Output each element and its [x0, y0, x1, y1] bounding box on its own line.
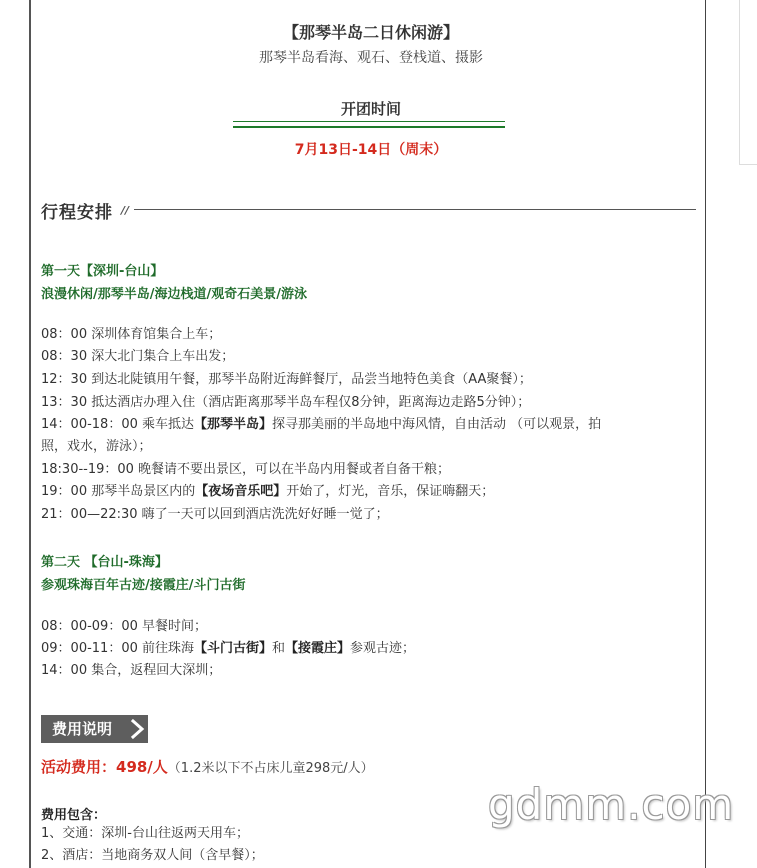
- itinerary-divider: [134, 209, 696, 210]
- day1-item-text: 19：00 那琴半岛景区内的: [41, 484, 196, 499]
- day1-item-text: 14：00-18：00 乘车抵达: [41, 417, 194, 432]
- highlight-jiexia-village: 【接霞庄】: [285, 641, 351, 656]
- sidebar-edge: [739, 0, 740, 165]
- site-watermark: gdmm.com: [488, 780, 735, 829]
- day1-item-text: 开始了，灯光，音乐，保证嗨翻天；: [286, 484, 495, 499]
- right-border: [705, 0, 706, 868]
- itinerary-slash-mark: //: [121, 204, 130, 217]
- day1-item: [41, 414, 691, 436]
- page-title: 【那琴半岛二日休闲游】: [282, 23, 459, 42]
- left-border: [29, 0, 31, 868]
- fee-note: （1.2米以下不占床儿童298元/人）: [167, 761, 374, 776]
- schedule-date: 7月13日-14日（周末）: [294, 142, 448, 158]
- day2-subtitle: 参观珠海百年古迹/接霞庄/斗门古街: [41, 578, 246, 593]
- day1-item: 21：00—22:30 嗨了一天可以回到酒店洗洗好好睡一觉了；: [41, 507, 389, 522]
- highlight-nagqin-peninsula: 【那琴半岛】: [194, 417, 273, 432]
- day2-item-text: 09：00-11：00 前往珠海: [41, 641, 194, 656]
- day1-item: 13：30 抵达酒店办理入住（酒店距离那琴半岛车程仅8分钟，距离海边走路5分钟）；: [41, 395, 531, 410]
- day1-item: 08：00 深圳体育馆集合上车；: [41, 327, 222, 342]
- includes-item: 1、交通：深圳-台山往返两天用车；: [41, 826, 249, 841]
- day2-item-text: 参观古迹；: [350, 641, 416, 656]
- fee-line: [41, 756, 374, 777]
- day1-item-text: 探寻那美丽的半岛地中海风情，自由活动 （可以观景，拍: [272, 417, 602, 432]
- day1-item: 08：30 深大北门集合上车出发；: [41, 349, 235, 364]
- sidebar-edge-bottom: [739, 164, 757, 165]
- day2-item-text: 和: [272, 641, 286, 656]
- includes-heading: 费用包含：: [41, 808, 107, 823]
- day1-item: 12：30 到达北陡镇用午餐，那琴半岛附近海鲜餐厅，品尝当地特色美食（AA聚餐）；: [41, 372, 532, 387]
- schedule-heading-underline: [233, 121, 505, 128]
- day2-item: 08：00-09：00 早餐时间；: [41, 619, 207, 634]
- includes-item: 2、酒店：当地商务双人间（含早餐）；: [41, 848, 264, 863]
- page-subtitle: 那琴半岛看海、观石、登栈道、摄影: [259, 50, 483, 66]
- day1-item: [41, 481, 691, 503]
- chevron-right-icon: [126, 718, 148, 740]
- itinerary-heading: 行程安排: [41, 203, 113, 223]
- day1-item: 照，戏水，游泳）；: [41, 439, 152, 454]
- day1-subtitle: 浪漫休闲/那琴半岛/海边栈道/观奇石美景/游泳: [41, 287, 307, 302]
- highlight-doumen-street: 【斗门古街】: [194, 641, 273, 656]
- day1-item: 18:30--19：00 晚餐请不要出景区，可以在半岛内用餐或者自备干粮；: [41, 462, 451, 477]
- day2-item: 14：00 集合，返程回大深圳；: [41, 663, 222, 678]
- schedule-heading: 开团时间: [340, 100, 401, 118]
- day2-item: [41, 638, 691, 660]
- highlight-night-music-bar: 【夜场音乐吧】: [195, 484, 287, 499]
- fees-tag: 费用说明: [41, 715, 148, 743]
- day1-title: 第一天【深圳-台山】: [41, 264, 164, 279]
- day2-title: 第二天 【台山-珠海】: [41, 555, 168, 570]
- fee-price: 活动费用：498/人: [41, 758, 168, 776]
